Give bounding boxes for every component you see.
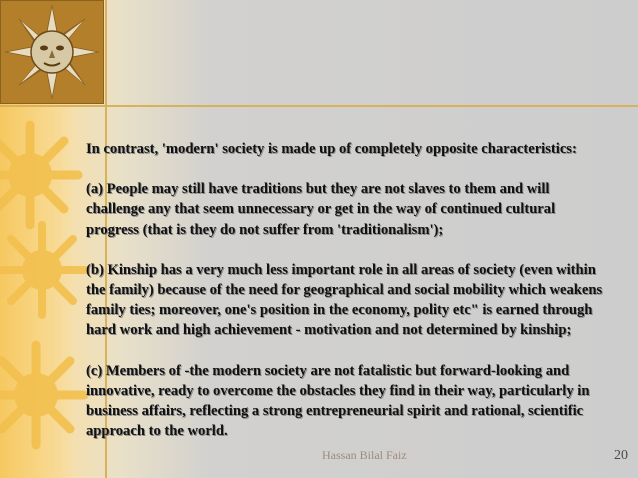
horizontal-rule xyxy=(0,105,638,107)
paragraph-c: (c) Members of -the modern society are not fatalistic but forward-looking and innovative, ready to overcome the obstacles they find in their way, particularly in business affairs, reflecting a strong entrepreneurial spirit and rational, scientific approach to the world. xyxy=(86,362,590,440)
slide-body xyxy=(86,139,606,461)
footer-author: Hassan Bilal Faiz xyxy=(322,448,407,462)
paragraph-b: (b) Kinship has a very much less important role in all areas of society (even within the family) because of the need for geographical and social mobility which weakens family ties; moreover, one's position in the economy, polity etc" is earned through hard work and high achievement - motivation and not determined by kinship; xyxy=(86,261,603,339)
paragraph-intro: In contrast, 'modern' society is made up of completely opposite characteristics: xyxy=(86,141,577,157)
sun-decoration-3 xyxy=(0,345,84,445)
slide-number: 20 xyxy=(614,448,628,463)
sun-decoration-2 xyxy=(0,225,86,315)
sun-decoration-1 xyxy=(0,125,78,225)
sun-face-logo xyxy=(0,0,104,104)
paragraph-a: (a) People may still have traditions but they are not slaves to them and will challenge any that seem unnecessary or get in the way of continued cultural progress (that is they do not suffer from 'traditionalism'); xyxy=(86,181,556,238)
